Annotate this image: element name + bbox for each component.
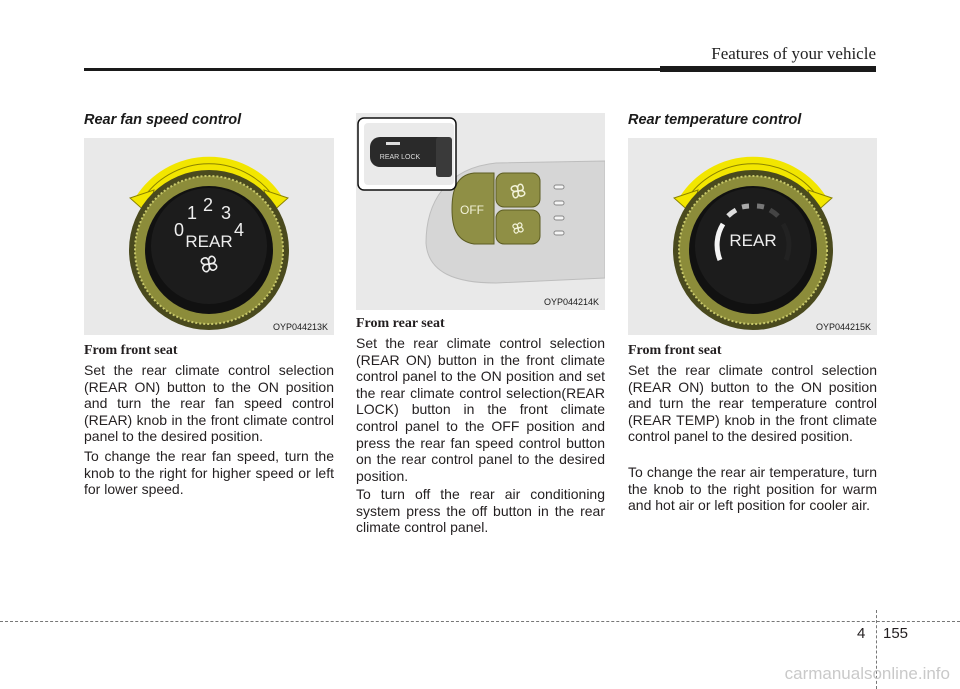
page-number: 155 (883, 625, 909, 642)
figure-code: OYP044214K (543, 297, 599, 307)
rear-temp-knob-illustration (628, 138, 877, 335)
figure-rear-control-panel (356, 113, 605, 310)
knob-label-rear: REAR (729, 231, 777, 250)
figure-code: OYP044213K (272, 322, 328, 332)
fan-icon (513, 223, 523, 233)
rear-fan-knob-illustration (84, 138, 334, 335)
paragraph: To turn off the rear air conditioning system press the off button in the rear climate control panel. (356, 486, 605, 536)
section-title-rear-fan-speed: Rear fan speed control (84, 112, 242, 128)
paragraph: To change the rear fan speed, turn the knob to the right for higher speed or left for lower speed. (84, 448, 334, 498)
subhead-from-front-seat: From front seat (84, 343, 178, 358)
watermark: carmanualsonline.info (784, 664, 950, 683)
figure-code: OYP044215K (815, 322, 871, 332)
knob-number-0: 0 (174, 220, 185, 240)
rear-lock-label: REAR LOCK (379, 154, 421, 161)
paragraph: Set the rear climate control selection (REAR ON) button to the ON position and turn the rear temperature control (REAR TEMP) knob in the front climate control panel to the desired position. (628, 362, 877, 445)
knob-label-rear: REAR (185, 232, 233, 251)
off-button-label: OFF (460, 203, 484, 217)
fan-icon (511, 184, 525, 198)
rear-control-panel-illustration (356, 113, 605, 310)
subhead-from-front-seat: From front seat (628, 343, 722, 358)
chapter-number: 4 (857, 625, 866, 642)
page-header-title: Features of your vehicle (711, 44, 876, 63)
subhead-from-rear-seat: From rear seat (356, 316, 445, 331)
footer-rule (0, 621, 960, 622)
knob-number-2: 2 (203, 195, 214, 215)
figure-rear-temp-knob (628, 138, 877, 335)
paragraph: Set the rear climate control selection (REAR ON) button to the ON position and turn the rear fan speed control (REAR) knob in the front climate control panel to the desired position. (84, 362, 334, 445)
paragraph: To change the rear air temperature, turn the knob to the right position for warm and hot air or left position for cooler air. (628, 464, 877, 514)
knob-number-3: 3 (221, 203, 232, 223)
header-rule-accent (660, 66, 876, 72)
section-title-rear-temperature: Rear temperature control (628, 112, 802, 128)
knob-number-4: 4 (234, 220, 245, 240)
figure-rear-fan-knob (84, 138, 334, 335)
knob-number-1: 1 (187, 203, 198, 223)
paragraph: Set the rear climate control selection (REAR ON) button in the front climate control panel to the ON position and set the rear climate control selection(REAR LOCK) button in the front climate control panel to the OFF position and press the rear fan speed control button on the rear control panel to the desired position. (356, 335, 605, 484)
fan-icon (201, 256, 216, 271)
